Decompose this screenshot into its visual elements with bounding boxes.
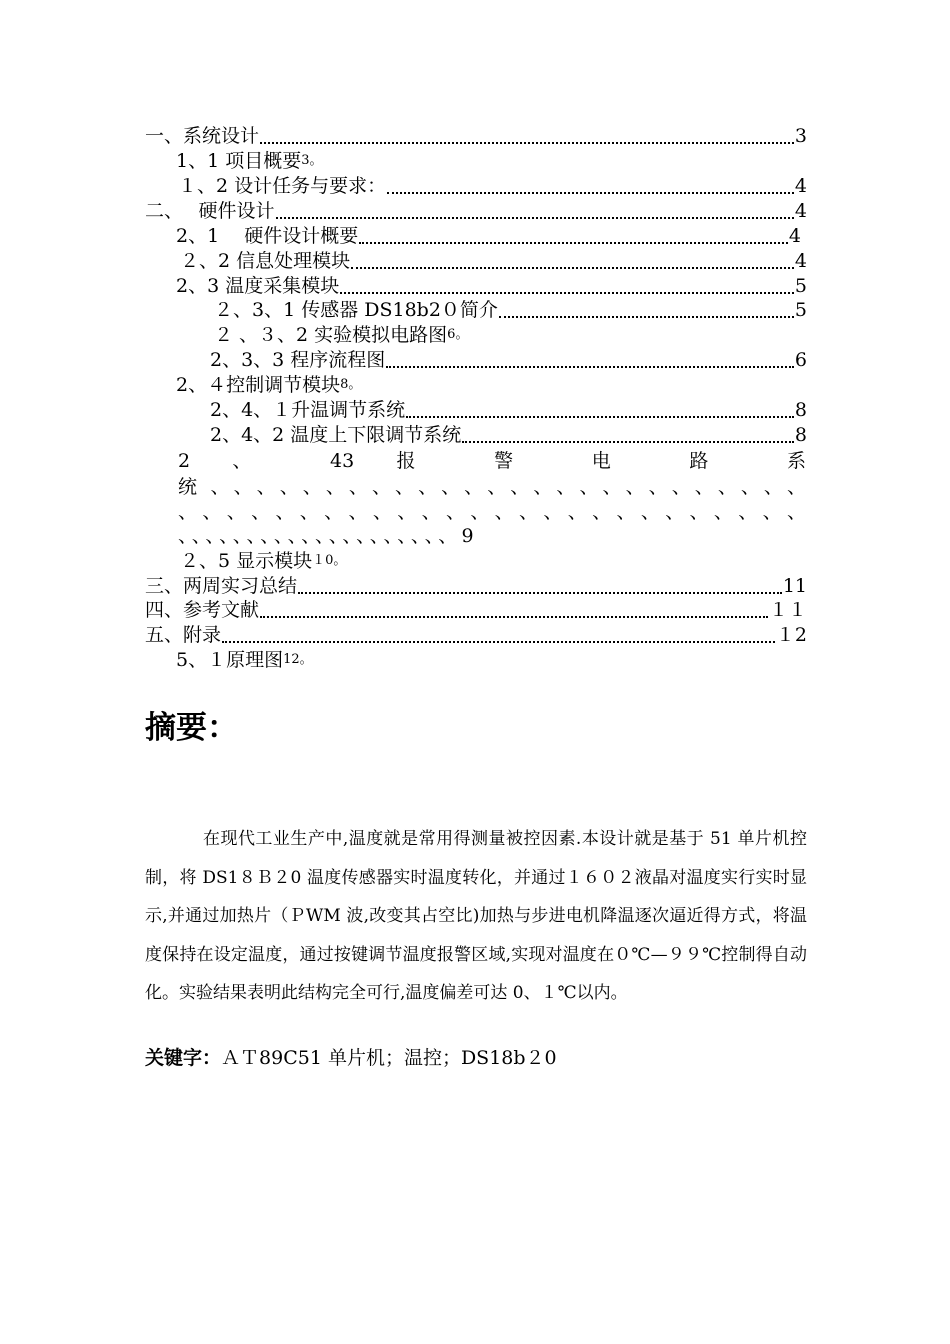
keywords-value: ＡＴ89C51 单片机；温控；DS18b２0 <box>221 1047 557 1069</box>
toc-label: 2、1 硬件设计概要 <box>176 225 359 247</box>
toc-entry[interactable] <box>180 549 346 573</box>
toc-label: 一、系统设计 <box>145 125 260 147</box>
toc-page: 12。 <box>283 652 313 667</box>
toc-leader <box>351 266 794 269</box>
toc-leader <box>222 640 775 643</box>
abstract-body <box>145 820 807 1013</box>
toc-label: 2、3 温度采集模块 <box>176 275 340 297</box>
toc-leader <box>260 141 794 144</box>
toc-label: ２、3、1 传感器 DS18b2０简介 <box>214 299 498 321</box>
toc-entry[interactable] <box>176 149 323 173</box>
keywords-label: 关键字： <box>145 1047 222 1069</box>
toc-label: １、2 设计任务与要求： <box>178 175 387 197</box>
toc-label: 2、4、2 温度上下限调节系统 <box>210 424 462 446</box>
toc-page: 11 <box>782 575 807 597</box>
toc-label: 1、1 项目概要 <box>176 150 302 172</box>
toc-page: １１ <box>768 599 807 621</box>
toc-entry[interactable] <box>176 373 361 397</box>
toc-entry[interactable] <box>210 398 807 422</box>
toc-leader <box>499 315 794 318</box>
toc-leader <box>359 241 788 244</box>
toc-entry[interactable] <box>214 323 468 347</box>
toc-page: 8 <box>794 399 807 421</box>
toc-page: １0。 <box>312 553 347 568</box>
toc-entry[interactable] <box>145 574 807 598</box>
toc-page: 4 <box>794 200 807 222</box>
toc-entry[interactable] <box>176 224 801 248</box>
toc-entry[interactable] <box>145 124 807 148</box>
abstract-paragraph: 在现代工业生产中,温度就是常用得测量被控因素.本设计就是基于 51 单片机控制，将 DS1８Ｂ２0 温度传感器实时温度转化，并通过１６０２液晶对温度实行实时显示,并通过加热片（ＰWM 波,改变其占空比)加热与步进电机降温逐次逼近得方式，将温度保持在设定温度，通过按键调节温度报警区域,实现对温度在０℃—９９℃控制得自动化。实验结果表明此结构完全可行,温度偏差可达 0、１℃以内。 <box>145 829 807 1003</box>
toc-page: １2 <box>775 624 807 646</box>
toc-page: 6。 <box>447 327 469 342</box>
toc-page: 4 <box>788 225 801 247</box>
toc-label: ２ 、３、2 实验模拟电路图 <box>214 324 448 346</box>
toc-page: 8。 <box>340 377 362 392</box>
toc-label: ２、5 显示模块 <box>180 550 313 572</box>
toc-page: 3 <box>794 125 807 147</box>
toc-page: 4 <box>794 175 807 197</box>
toc-page: 3。 <box>301 153 323 168</box>
toc-entry[interactable] <box>176 648 313 672</box>
toc-leader <box>260 615 768 618</box>
toc-page: 6 <box>794 349 807 371</box>
toc-leader <box>276 216 794 219</box>
toc-entry[interactable] <box>214 298 807 322</box>
toc-label: 四、参考文献 <box>145 599 260 621</box>
abstract-heading: 摘要： <box>145 710 238 746</box>
toc-entry[interactable] <box>178 174 807 198</box>
toc-label: ２、2 信息处理模块 <box>180 250 351 272</box>
toc-label: 五、附录 <box>145 624 222 646</box>
toc-leader <box>462 440 794 443</box>
toc-entry[interactable] <box>180 249 807 273</box>
toc-leader <box>340 291 794 294</box>
toc-page: 5 <box>794 275 807 297</box>
toc-page: 4 <box>794 250 807 272</box>
toc-label: 5、１原理图 <box>176 649 284 671</box>
toc-label: 2、3、3 程序流程图 <box>210 349 386 371</box>
toc-label: 二、 硬件设计 <box>145 200 275 222</box>
toc-entry-alarm-line4: 、、、、、、、、、、、、、、、、、、、、9 <box>178 525 478 547</box>
toc-entry-alarm-line1[interactable]: 2 、 43 报 警 电 路 系 <box>178 450 806 472</box>
toc-leader <box>386 365 794 368</box>
toc-page: 8 <box>794 424 807 446</box>
toc-leader <box>387 191 794 194</box>
toc-leader <box>298 591 782 594</box>
toc-entry[interactable] <box>145 623 807 647</box>
toc-leader <box>406 415 794 418</box>
toc-entry[interactable] <box>176 274 807 298</box>
toc-entry-alarm-line3: 、、、、、、、、、、、、、、、、、、、、、、、、、、 <box>178 501 806 523</box>
toc-entry[interactable] <box>210 348 807 372</box>
toc-label: 三、两周实习总结 <box>145 575 298 597</box>
toc-entry[interactable] <box>145 199 807 223</box>
keywords <box>145 1043 557 1070</box>
toc-page: 5 <box>794 299 807 321</box>
toc-entry[interactable] <box>145 598 807 622</box>
toc-label: 2、4、１升温调节系统 <box>210 399 406 421</box>
toc-entry-alarm-line2: 统、、、、、、、、、、、、、、、、、、、、、、、、、、 <box>178 476 806 498</box>
toc-label: 2、４控制调节模块 <box>176 374 341 396</box>
toc-entry[interactable] <box>210 423 807 447</box>
